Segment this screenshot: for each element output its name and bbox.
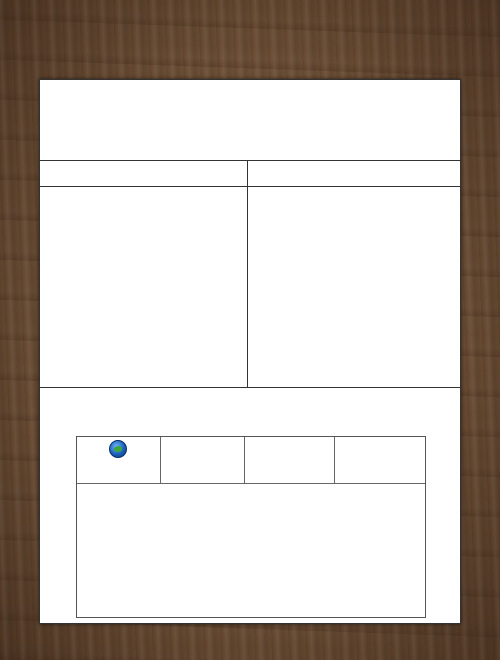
school-logo [77, 437, 161, 483]
positive-list [40, 187, 247, 191]
positive-column [40, 161, 248, 387]
document-paper [39, 79, 461, 624]
header-title-line1 [0, 0, 500, 2]
undesirable-list [248, 187, 460, 191]
header-respectful [245, 437, 335, 483]
outro-paragraph [40, 389, 460, 433]
positive-heading [40, 161, 247, 187]
undesirable-heading [248, 161, 460, 187]
globe-icon [109, 440, 127, 458]
behavior-examples-table [40, 160, 460, 388]
matrix-logo-cell [77, 437, 161, 483]
expectations-matrix [76, 436, 426, 618]
matrix-header-row [77, 437, 425, 484]
intro-paragraph [40, 80, 460, 159]
undesirable-column [248, 161, 460, 387]
header-responsible [335, 437, 425, 483]
header-safe [161, 437, 245, 483]
page-header [0, 0, 500, 78]
